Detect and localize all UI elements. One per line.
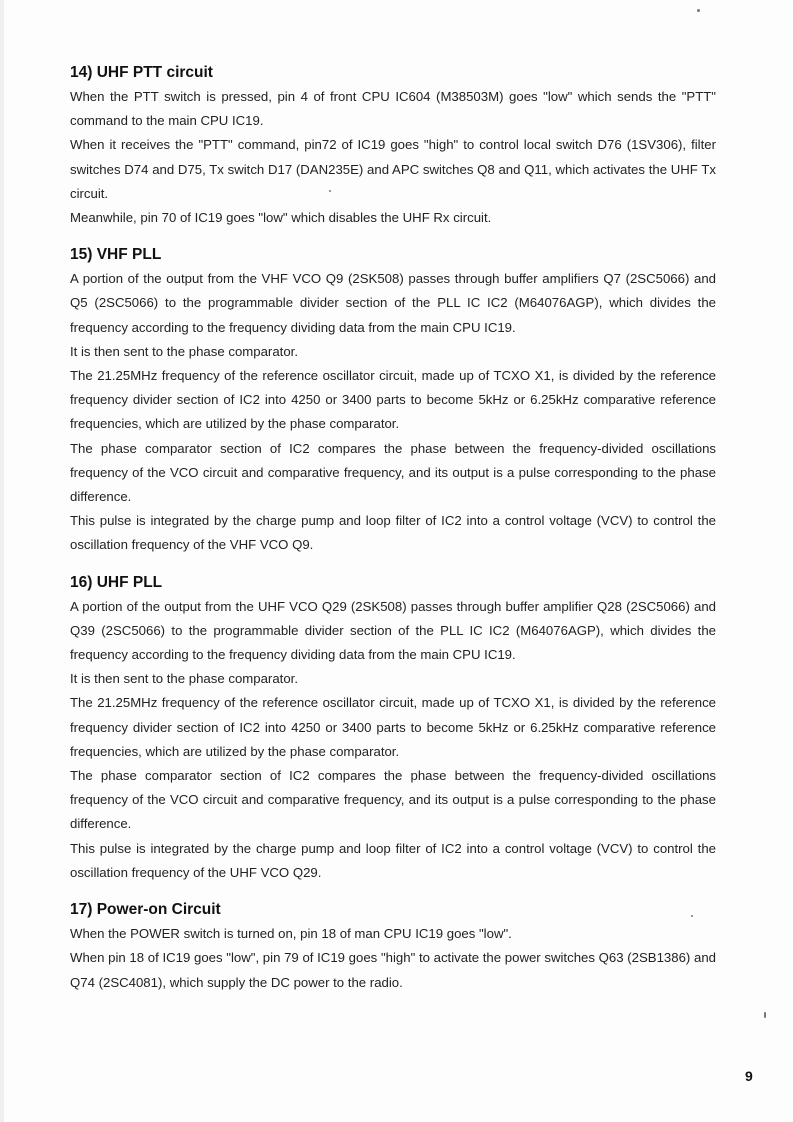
paragraph: It is then sent to the phase comparator. — [70, 343, 298, 359]
paragraph: When the POWER switch is turned on, pin 18 of man CPU IC19 goes "low". — [70, 926, 512, 942]
scan-speck — [697, 9, 700, 12]
paragraph: A portion of the output from the VHF VCO Q9 (2SK508) passes through buffer amplifiers Q7 (2SC5066) and Q5 (2SC5066) to the programmable divider section of the PLL IC IC2 (M64076AGP), which divides the frequency according to the frequency dividing data from the main CPU IC19. — [70, 271, 716, 335]
document-body — [70, 62, 716, 1009]
section-uhf-ptt-circuit — [70, 62, 716, 230]
section-heading: 16) UHF PLL — [70, 573, 163, 591]
section-vhf-pll — [70, 244, 716, 557]
paragraph: It is then sent to the phase comparator. — [70, 671, 298, 687]
page-number: 9 — [745, 1068, 753, 1084]
section-heading: 14) UHF PTT circuit — [70, 64, 213, 81]
section-heading: 15) VHF PLL — [70, 246, 162, 264]
paragraph: Meanwhile, pin 70 of IC19 goes "low" which disables the UHF Rx circuit. — [70, 210, 492, 226]
paragraph: This pulse is integrated by the charge pump and loop filter of IC2 into a control voltage (VCV) to control the oscillation frequency of the UHF VCO Q29. — [70, 840, 716, 880]
paragraph: This pulse is integrated by the charge pump and loop filter of IC2 into a control voltage (VCV) to control the oscillation frequency of the VHF VCO Q9. — [70, 513, 716, 553]
paragraph: A portion of the output from the UHF VCO Q29 (2SK508) passes through buffer amplifier Q28 (2SC5066) and Q39 (2SC5066) to the programmable divider section of the PLL IC IC2 (M64076AGP), which divides the frequency according to the frequency dividing data from the main CPU IC19. — [70, 598, 716, 663]
section-uhf-pll — [70, 572, 716, 885]
scan-speck — [764, 1012, 766, 1018]
paragraph: The 21.25MHz frequency of the reference oscillator circuit, made up of TCXO X1, is divided by the reference frequency divider section of IC2 into 4250 or 3400 parts to become 5kHz or 6.25kHz comparative reference frequencies, which are utilized by the phase comparator. — [70, 695, 716, 759]
section-power-on-circuit — [70, 899, 716, 995]
paragraph: When it receives the "PTT" command, pin72 of IC19 goes "high" to control local switch D76 (1SV306), filter switches D74 and D75, Tx switch D17 (DAN235E) and APC switches Q8 and Q11, which activates the UHF Tx circuit. — [70, 137, 716, 201]
paragraph: The phase comparator section of IC2 compares the phase between the frequency-divided oscillations frequency of the VCO circuit and comparative frequency, and its output is a pulse corresponding to the phase difference. — [70, 440, 716, 505]
paragraph: When pin 18 of IC19 goes "low", pin 79 of IC19 goes "high" to activate the power switches Q63 (2SB1386) and Q74 (2SC4081), which supply the DC power to the radio. — [70, 950, 716, 990]
paragraph: When the PTT switch is pressed, pin 4 of front CPU IC604 (M38503M) goes "low" which sends the "PTT" command to the main CPU IC19. — [70, 89, 716, 129]
paragraph: The phase comparator section of IC2 compares the phase between the frequency-divided oscillations frequency of the VCO circuit and comparative frequency, and its output is a pulse corresponding to the phase difference. — [70, 768, 716, 832]
scan-edge-shadow — [0, 0, 4, 1122]
paragraph: The 21.25MHz frequency of the reference oscillator circuit, made up of TCXO X1, is divided by the reference frequency divider section of IC2 into 4250 or 3400 parts to become 5kHz or 6.25kHz comparative reference frequencies, which are utilized by the phase comparator. — [70, 368, 716, 432]
section-heading: 17) Power-on Circuit — [70, 901, 221, 919]
